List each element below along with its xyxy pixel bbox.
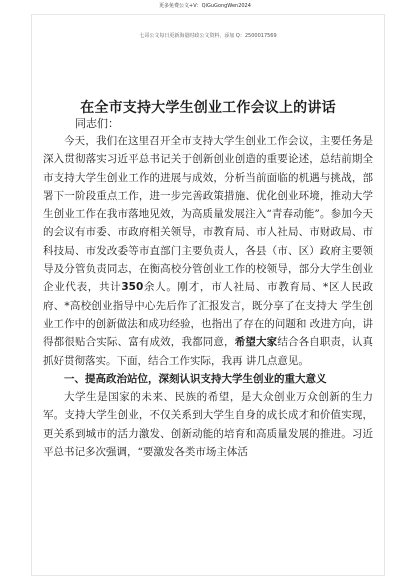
attendee-count: 350: [121, 281, 144, 294]
document-body: [43, 132, 373, 461]
salutation: 同志们：: [75, 117, 119, 130]
source-watermark-line: 七哥公文每日更新海量时政公文资料，添加 Q：2500017569: [139, 33, 277, 39]
paragraph-intro-part1: 今天，我们在这里召开全市支持大学生创业工作会议，主要任务是深入贯彻落实习近平总书记关于创新创业创造的重要论述，总结前期全市支持大学生创业工作的进展与成效，分析当前面临的机遇与挑战，部署下一阶段重点工作，进一步完善政策措施、优化创业环境，推动大学生创业工作在我市落地见效，为高质量发展注入“青春动能”。参加今天的会议有市委、市政府相关领导，市教育局、市人社局、市财政局、市科技局、市发改委等市直部门主要负责人，各县（市、区）政府主要领导及分管负责同志，在衡高校分管创业工作的校领导，部分大学生创业企业代表，共计: [43, 135, 373, 294]
top-banner-text: 更多免费公文+V：QiGuGongWen2024: [159, 3, 251, 9]
paragraph-intro: [43, 132, 373, 370]
emphasis-text: 希望大家: [234, 336, 278, 349]
document-title: 在全市支持大学生创业工作会议上的讲话: [80, 100, 336, 116]
document-page: [31, 14, 385, 576]
section-heading: 一、提高政治站位，深刻认识支持大学生创业的重大意义: [64, 372, 327, 385]
paragraph-intro-part2: 余人。刚才，市人社局、市教育局、*区人民政府、*高校创业指导中心先后作了汇报发言，既分享了在支持大 学生创业工作中的创新做法和成功经验，也指出了存在的问题和 改进方向，讲得都很贴合实际、富有成效，我都同意，: [43, 281, 374, 349]
paragraph-section1: 大学生是国家的未来、民族的希望，是大众创业万众创新的生力军。支持大学生创业，不仅关系到大学生自身的成长成才和价值实现，更关系到城市的活力激发、创新动能的培育和高质量发展的推进。习近平总书记多次强调，“要激发各类市场主体活: [43, 391, 373, 459]
paragraph-intro-part3: 结合各自职责，认真抓好贯彻落实。下面，结合工作实际，我再 讲几点意见。: [43, 336, 374, 367]
